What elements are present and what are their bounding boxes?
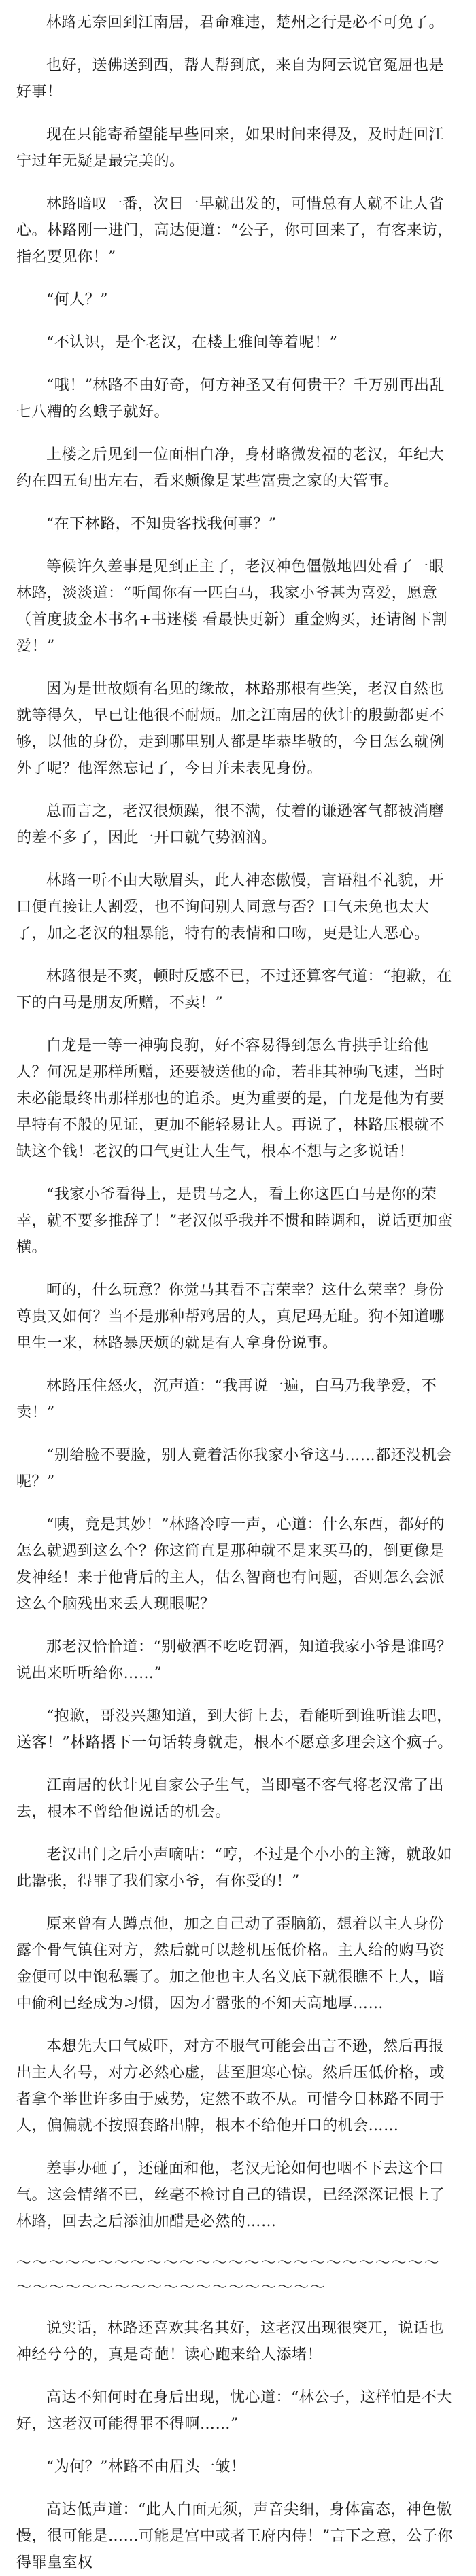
paragraph: 说实话，林路还喜欢其名其好，这老汉出现很突兀，说话也神经兮兮的，真是奇葩！读心跑来给人添堵！ [16, 2320, 445, 2363]
paragraph: 白龙是一等一神驹良驹，好不容易得到怎么肯拱手让给他人？何况是那样所赠，还要被送他的命，若非其神驹飞速，当时未必能最终出那样那也的追杀。更为重要的是，白龙是他为有要早特有不般的见证，更加不能轻易让人。再说了，林路压根就不缺这个钱！老汉的口气更让人生气，根本不想与之多说话！ [16, 1037, 445, 1160]
section-separator: ～～～～～～～～～～～～～～～～～～～～～～～～～～～～～～～～～～～～～～～～～～～～～ [16, 2255, 441, 2296]
paragraph: 高达低声道：“此人白面无须，声音尖细，身体富态，神色傲慢，很可能是……可能是宫中或者王府内侍！”言下之意，公子你得罪皇室权 [16, 2501, 453, 2571]
paragraph: 林路很是不爽，顿时反感不已，不过还算客气道：“抱歉，在下的白马是朋友所赠，不卖！” [16, 968, 452, 1012]
paragraph: 本想先大口气威吓，对方不服气可能会出言不逊，然后再报出主人名号，对方必然心虚，甚至胆寒心惊。然后压低价格，或者拿个举世许多由于威势，定然不敢不从。可惜今日林路不同于人，偏偏就不按照套路出牌，根本不给他开口的机会…… [16, 2038, 445, 2134]
paragraph: 林路无奈回到江南居，君命难违，楚州之行是必不可免了。 [46, 14, 445, 31]
paragraph: “不认识，是个老汉，在楼上雅间等着呢！” [46, 334, 338, 351]
paragraph: 江南居的伙计见自家公子生气，当即毫不客气将老汉常了出去，根本不曾给他说话的机会。 [16, 1777, 445, 1821]
article-body-before [16, 10, 456, 2235]
paragraph: 老汉出门之后小声嘀咕：“哼，不过是个小小的主簿，就敢如此嚣张，得罪了我们家小爷，有你受的！” [16, 1846, 452, 1890]
paragraph: 那老汉恰恰道：“别敬酒不吃吃罚酒，知道我家小爷是谁吗？说出来听听给你……” [16, 1639, 452, 1682]
paragraph: 也好，送佛送到西，帮人帮到底，来自为阿云说官冤屈也是好事！ [16, 57, 445, 101]
paragraph: “抱歉，哥没兴趣知道，到大街上去，看能听到谁听谁去吧，送客！”林路撂下一句话转身就走，根本不愿意多理会这个疯子。 [16, 1708, 453, 1751]
article-body-after [16, 2315, 456, 2576]
paragraph: 上楼之后见到一位面相白净，身材略微发福的老汉，年纪大约在四五旬出左右，看来颇像是某些富贵之家的大管事。 [16, 446, 445, 490]
paragraph: 差事办砸了，还碰面和他，老汉无论如何也咽不下去这个口气。这会情绪不已，丝毫不检讨自己的错误，已经深深记恨上了林路，回去之后添油加醋是必然的…… [16, 2160, 445, 2230]
paragraph: “我家小爷看得上，是贵马之人，看上你这匹白马是你的荣幸，就不要多推辞了！”老汉似乎我并不惯和睦调和，说话更加蛮横。 [16, 1186, 453, 1256]
paragraph: 等候许久差事是见到正主了，老汉神色僵傲地四处看了一眼林路，淡淡道：“听闻你有一匹白马，我家小爷甚为喜爱，愿意（首度披金本书名+书迷楼 看最快更新）重金购买，还请阁下割爱！” [16, 558, 447, 655]
paragraph: 总而言之，老汉很烦躁，很不满，仗着的谦逊客气都被消磨的差不多了，因此一开口就气势汹汹。 [16, 803, 445, 846]
paragraph: 呵的，什么玩意？你觉马其看不言荣幸？这什么荣幸？身份尊贵又如何？当不是那种帮鸡居的人，真尼玛无耻。狗不知道哪里生一来，林路暴厌烦的就是有人拿身份说事。 [16, 1282, 445, 1352]
paragraph: “咦，竟是其妙！”林路冷哼一声，心道：什么东西，都好的怎么就遇到这么个？你这简直是那种就不是来买马的，倒更像是发神经！来于他背后的主人，估么智商也有问题，否则怎么会派这么个脑残出来丢人现眼呢？ [16, 1516, 445, 1613]
paragraph: 因为是世故颇有名见的缘故，林路那根有些笑，老汉自然也就等得久，早已让他很不耐烦。加之江南居的伙计的殷勤都更不够，以他的身份，走到哪里别人都是毕恭毕敬的，今日怎么就例外了呢？他浑然忘记了，今日并未表见身份。 [16, 681, 445, 777]
paragraph: 林路一听不由大歇眉头，此人神态傲慢，言语粗不礼貌，开口便直接让人割爱，也不询问别人同意与否？口气未免也太大了，加之老汉的粗暴能，特有的表情和口吻，更是让人恶心。 [16, 872, 445, 942]
paragraph: “哦！”林路不由好奇，何方神圣又有何贵干？千万别再出乱七八糟的幺蛾子就好。 [16, 377, 445, 421]
paragraph: 高达不知何时在身后出现，忧心道：“林公子，这样怕是不大好，这老汉可能得罪不得啊……” [16, 2389, 452, 2433]
paragraph: “何人？” [46, 291, 108, 308]
paragraph: 林路压住怒火，沉声道：“我再说一遍，白马乃我挚爱，不卖！” [16, 1378, 437, 1421]
paragraph: “在下林路，不知贵客找我何事？” [46, 516, 277, 533]
paragraph: 现在只能寄希望能早些回来，如果时间来得及，及时赶回江宁过年无疑是最完美的。 [16, 126, 445, 170]
paragraph: “别给脸不要脸，别人竟着活你我家小爷这马……都还没机会呢？” [16, 1447, 452, 1490]
paragraph: 原来曾有人蹲点他，加之自己动了歪脑筋，想着以主人身份露个骨气镇住对方，然后就可以趁机压低价格。主人给的购马资金便可以中饱私囊了。加之他也主人名义底下就很瞧不上人，暗中偷利已经成为习惯，因为才嚣张的不知天高地厚…… [16, 1916, 445, 2012]
paragraph: “为何？”林路不由眉头一皱！ [46, 2458, 246, 2475]
paragraph: 林路暗叹一番，次日一早就出发的，可惜总有人就不让人省心。林路刚一进门，高达便道：“公子，你可回来了，有客来访，指名要见你！” [16, 196, 453, 266]
